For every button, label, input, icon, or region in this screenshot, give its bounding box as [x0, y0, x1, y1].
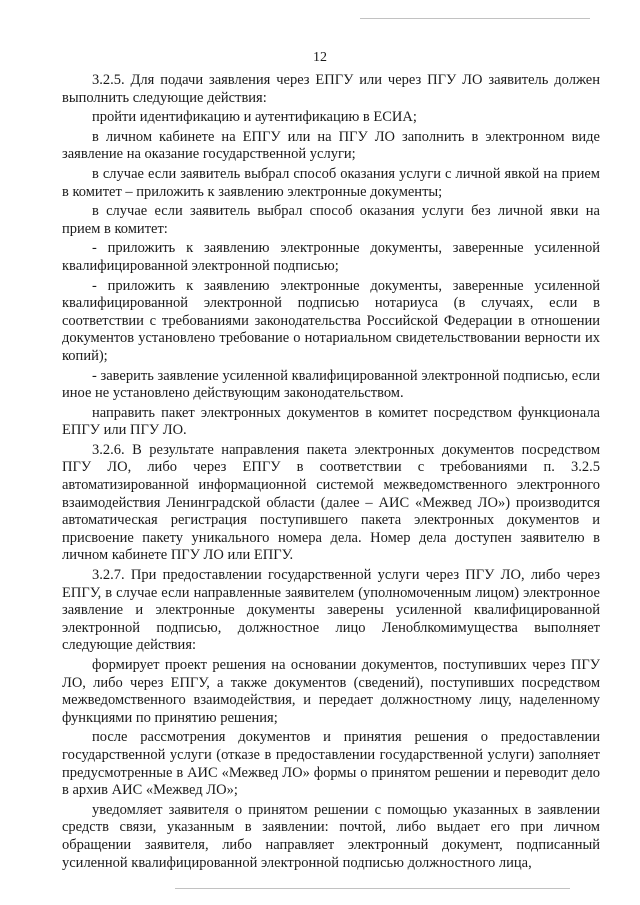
paragraph: направить пакет электронных документов в комитет посредством функционала ЕПГУ или ПГУ ЛО.	[62, 404, 600, 439]
document-body	[62, 72, 600, 874]
scan-artifact-top	[360, 18, 590, 19]
paragraph: - приложить к заявлению электронные документы, заверенные усиленной квалифицированной электронной подписью;	[62, 240, 600, 274]
paragraph: после рассмотрения документов и принятия решения о предоставлении государственной услуги (отказе в предоставлении государственной услуги) заполняет предусмотренные в АИС «Межвед ЛО» формы о принятом решении и переводит дело в архив АИС «Межвед ЛО»;	[62, 729, 600, 799]
paragraph: 3.2.7. При предоставлении государственной услуги через ПГУ ЛО, либо через ЕПГУ, в случае если направленные заявителем (уполномоченным лицом) электронное заявление и электронные документы заверены усиленной квалифицированной электронной подписью, должностное лицо Леноблкомимущества выполняет следующие действия:	[62, 567, 600, 654]
paragraph: 3.2.6. В результате направления пакета электронных документов посредством ПГУ ЛО, либо через ЕПГУ в соответствии с требованиями п. 3.2.5 автоматизированной информационной системой межведомственного электронного взаимодействия Ленинградской области (далее – АИС «Межвед ЛО») производится автоматическая регистрация поступившего пакета электронных документов и присвоение пакету уникального номера дела. Номер дела доступен заявителю в личном кабинете ПГУ ЛО или ЕПГУ.	[62, 441, 600, 564]
scan-artifact-bottom	[175, 888, 570, 889]
paragraph: формирует проект решения на основании документов, поступивших через ПГУ ЛО, либо через ЕПГУ, а также документов (сведений), поступивших посредством межведомственного взаимодействия, и передает должностному лицу, наделенному функциями по принятию решения;	[62, 657, 600, 726]
paragraph: в случае если заявитель выбрал способ оказания услуги с личной явкой на прием в комитет – приложить к заявлению электронные документы;	[62, 165, 600, 200]
page-number: 12	[313, 50, 327, 65]
paragraph: уведомляет заявителя о принятом решении с помощью указанных в заявлении средств связи, указанным в заявлении: почтой, либо выдает его при личном обращении заявителя, либо направляет электронный документ, подписанный усиленной квалифицированной электронной подписью должностного лица,	[62, 801, 600, 871]
paragraph: - приложить к заявлению электронные документы, заверенные усиленной квалифицированной электронной подписью нотариуса (в случаях, если в соответствии с требованиями законодательства Российской Федерации в отношении документов установлено требование о нотариальном свидетельствовании верности их копий);	[62, 277, 600, 364]
paragraph: - заверить заявление усиленной квалифицированной электронной подписью, если иное не установлено действующим законодательством.	[62, 367, 600, 402]
paragraph: пройти идентификацию и аутентификацию в ЕСИА;	[92, 109, 417, 126]
paragraph: в случае если заявитель выбрал способ оказания услуги без личной явки на прием в комитет:	[62, 203, 600, 237]
paragraph: 3.2.5. Для подачи заявления через ЕПГУ или через ПГУ ЛО заявитель должен выполнить следующие действия:	[62, 72, 600, 106]
paragraph: в личном кабинете на ЕПГУ или на ПГУ ЛО заполнить в электронном виде заявление на оказание государственной услуги;	[62, 128, 600, 163]
